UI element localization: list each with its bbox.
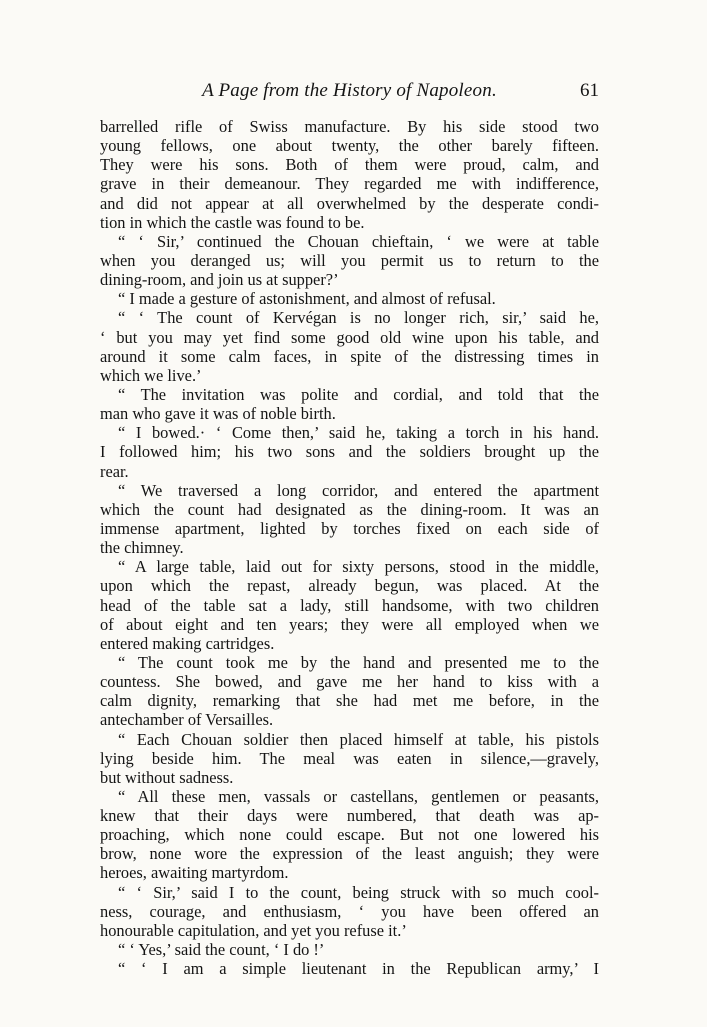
text-line: barrelled rifle of Swiss manufacture. By his side stood two (100, 117, 599, 136)
text-line: “ The invitation was polite and cordial, and told that the (118, 384, 599, 404)
text-line: I followed him; his two sons and the soldiers brought up the (100, 442, 599, 462)
text-line: countess. She bowed, and gave me her hand to kiss with a (100, 672, 599, 692)
text-line: “ The count took me by the hand and presented me to the (118, 652, 599, 672)
text-line: “ ‘ Sir,’ continued the Chouan chieftain, ‘ we were at table (118, 231, 599, 251)
text-line: “ ‘ Sir,’ said I to the count, being struck with so much cool- (118, 882, 599, 902)
text-line: “ Each Chouan soldier then placed himself at table, his pistols (118, 729, 599, 749)
text-line: “ We traversed a long corridor, and entered the apartment (118, 480, 599, 500)
text-line: ‘ but you may yet find some good old wine upon his table, and (100, 327, 599, 347)
text-line: knew that their days were numbered, that death was ap- (100, 806, 599, 826)
text-line: honourable capitulation, and yet you refuse it.’ (100, 920, 407, 940)
text-line: heroes, awaiting martyrdom. (100, 863, 289, 883)
text-line: immense apartment, lighted by torches fixed on each side of (100, 518, 599, 538)
text-line: head of the table sat a lady, still handsome, with two children (100, 595, 599, 615)
text-line: “ ‘ I am a simple lieutenant in the Republican army,’ I (118, 959, 599, 979)
text-line: They were his sons. Both of them were proud, calm, and (100, 155, 599, 175)
text-line: when you deranged us; will you permit us to return to the (100, 250, 599, 270)
text-line: ness, courage, and enthusiasm, ‘ you have been offered an (100, 901, 599, 921)
text-line: around it some calm faces, in spite of the distressing times in (100, 346, 599, 366)
body-text (100, 117, 599, 978)
text-line: of about eight and ten years; they were all employed when we (100, 614, 599, 634)
text-line: brow, none wore the expression of the least anguish; they were (100, 844, 599, 864)
text-line: but without sadness. (100, 767, 234, 787)
text-line: tion in which the castle was found to be. (100, 212, 365, 232)
running-head (100, 80, 599, 104)
text-line: “ I made a gesture of astonishment, and almost of refusal. (118, 289, 496, 309)
text-line: antechamber of Versailles. (100, 710, 274, 730)
text-line: “ ‘ Yes,’ said the count, ‘ I do !’ (118, 940, 325, 960)
text-line: dining-room, and join us at supper?’ (100, 270, 339, 290)
text-line: “ I bowed.· ‘ Come then,’ said he, taking a torch in his hand. (118, 423, 599, 443)
text-line: proaching, which none could escape. But not one lowered his (100, 825, 599, 845)
text-line: which we live.’ (100, 365, 202, 385)
page-number: 61 (580, 80, 599, 101)
text-line: rear. (100, 461, 129, 481)
text-line: young fellows, one about twenty, the other barely fifteen. (100, 136, 599, 156)
text-line: the chimney. (100, 538, 184, 558)
text-line: “ All these men, vassals or castellans, gentlemen or peasants, (118, 786, 599, 806)
text-line: and did not appear at all overwhelmed by the desperate condi- (100, 193, 599, 213)
text-line: “ A large table, laid out for sixty persons, stood in the middle, (118, 557, 599, 577)
text-line: lying beside him. The meal was eaten in silence,—gravely, (100, 748, 599, 768)
text-line: “ ‘ The count of Kervégan is no longer rich, sir,’ said he, (118, 308, 599, 328)
text-line: man who gave it was of noble birth. (100, 404, 336, 424)
text-line: entered making cartridges. (100, 633, 275, 653)
text-line: calm dignity, remarking that she had met me before, in the (100, 691, 599, 711)
text-line: which the count had designated as the dining-room. It was an (100, 499, 599, 519)
text-line: upon which the repast, already begun, was placed. At the (100, 576, 599, 596)
running-title: A Page from the History of Napoleon. (202, 80, 497, 101)
text-line: grave in their demeanour. They regarded me with indifference, (100, 174, 599, 194)
